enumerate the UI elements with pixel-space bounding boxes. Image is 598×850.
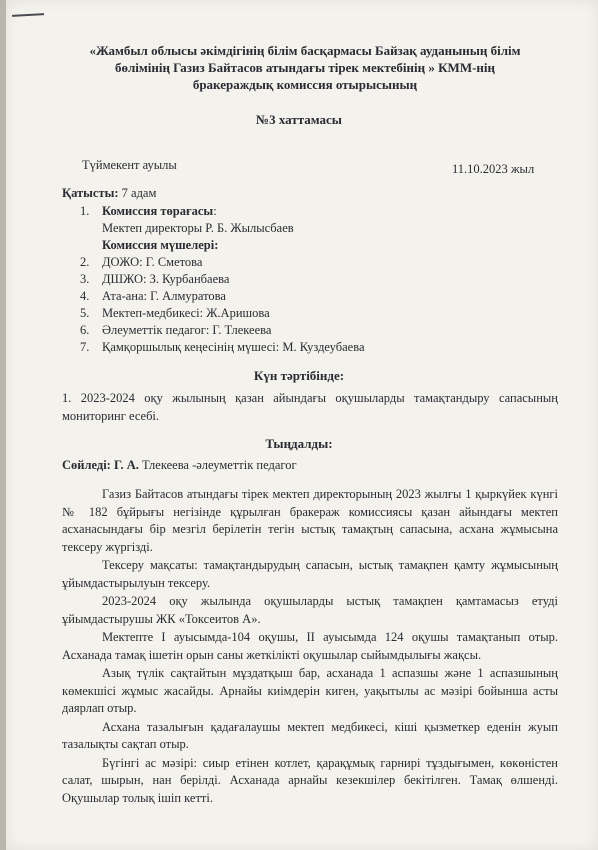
list-item	[80, 203, 365, 220]
heard-heading: Тыңдалды:	[265, 436, 333, 451]
members-list	[80, 203, 365, 356]
document-body	[62, 486, 558, 808]
paragraph: Газиз Байтасов атындағы тірек мектеп директорының 2023 жылғы 1 қыркүйек күнгі № 182 бұйрығы негізінде құрылған бракераж комиссиясы қазан айындағы мектеп асханасындағы бір мезгіл берілетін тегін ыстық тамақтың сапасына, асхана жұмысына тексеру жүргізді.	[62, 487, 558, 554]
speaker-label: Сөйледі: Г. А.	[62, 458, 139, 472]
list-item	[80, 339, 365, 356]
attendance-label: Қатысты:	[62, 186, 119, 200]
paragraph: Асхана тазалығын қадағалаушы мектеп медбикесі, кіші қызметкер еденін жуып тазалықты сақтап отыр.	[62, 719, 558, 751]
paragraph: Мектепте І ауысымда-104 оқушы, ІІ ауысымда 124 оқушы тамақтанып отыр. Асханада тамақ ішетін орын саны жеткілікті оқушылар сыйымдылығы жақсы.	[62, 630, 558, 662]
member-text: ДШЖО: З. Курбанбаева	[102, 272, 230, 286]
item-number: 6.	[80, 323, 90, 337]
agenda-text: 1. 2023-2024 оқу жылының қазан айындағы оқушыларды тамақтандыру сапасының мониторинг есебі.	[62, 391, 558, 423]
protocol-number: №3 хаттамасы	[256, 112, 342, 127]
chair-title: Комиссия төрағасы	[102, 204, 214, 218]
item-number: 1.	[80, 204, 90, 218]
document-title	[60, 42, 550, 93]
speaker-rest: Тлекеева -әлеуметтік педагог	[138, 458, 297, 472]
attendance-count: 7 адам	[118, 186, 157, 200]
list-item	[80, 254, 365, 271]
chair-name: Мектеп директоры Р. Б. Жылысбаев	[102, 221, 294, 235]
title-line: бөлімінің Газиз Байтасов атындағы тірек мектебінің » КММ-нің	[114, 60, 496, 75]
list-item	[80, 271, 365, 288]
list-item	[80, 288, 365, 305]
chair-colon: :	[213, 204, 217, 218]
member-text: ДОЖО: Г. Сметова	[102, 255, 203, 269]
item-number: 2.	[80, 255, 90, 269]
members-title: Комиссия мүшелері:	[102, 238, 219, 252]
speaker	[62, 458, 297, 473]
list-item	[80, 305, 365, 322]
item-number: 5.	[80, 306, 90, 320]
member-text: Ата-ана: Г. Алмуратова	[102, 289, 226, 303]
place: Түймекент ауылы	[82, 158, 177, 172]
paragraph: 2023-2024 оқу жылында оқушыларды ыстық тамақпен қамтамасыз етуді ұйымдастырушы ЖК «Токсеитов А».	[62, 594, 558, 626]
member-text: Қамқоршылық кеңесінің мүшесі: М. Куздеубаева	[102, 340, 365, 354]
attendance	[62, 186, 156, 201]
member-text: Мектеп-медбикесі: Ж.Аришова	[102, 306, 270, 320]
paragraph: Тексеру мақсаты: тамақтандырудың сапасын, ыстық тамақпен қамту жұмысының ұйымдастырылуын тексеру.	[62, 558, 558, 590]
item-number: 4.	[80, 289, 90, 303]
member-text: Әлеуметтік педагог: Г. Тлекеева	[102, 323, 272, 337]
title-line: «Жамбыл облысы әкімдігінің білім басқармасы Байзақ ауданының білім	[89, 43, 521, 58]
paragraph: Бүгінгі ас мәзірі: сиыр етінен котлет, қарақұмық гарнирі тұздығымен, көкөністен салат, шырын, нан берілді. Асханада арнайы кезекшілер бекітілген. Тамақ өлшенді. Оқушылар толық ішіп кетті.	[62, 755, 558, 805]
list-item	[80, 322, 365, 339]
agenda-heading: Күн тәртібінде:	[253, 368, 345, 383]
date: 11.10.2023 жыл	[452, 162, 535, 176]
item-number: 3.	[80, 272, 90, 286]
item-number: 7.	[80, 340, 90, 354]
paragraph: Азық түлік сақтайтын мұздатқыш бар, асханада 1 аспазшы және 1 аспазшының көмекшісі жұмыс жасайды. Арнайы киімдерін киген, уақытылы ас мәзірі бойынша асты даярлап отыр.	[62, 666, 558, 715]
title-line: бракераждық комиссия отырысының	[192, 77, 418, 92]
